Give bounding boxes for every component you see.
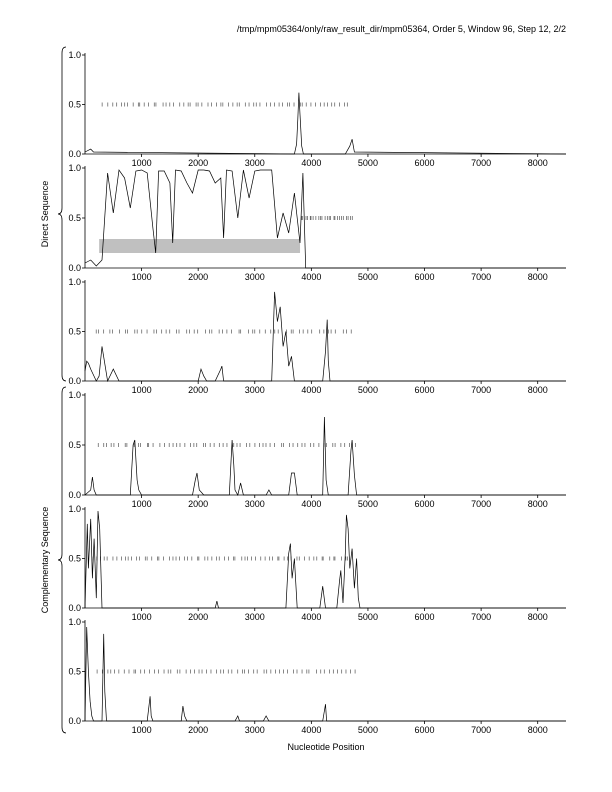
x-tick-label: 5000 (357, 725, 378, 735)
x-tick-label: 7000 (471, 499, 492, 509)
x-tick-label: 8000 (527, 385, 548, 395)
panel-6 (68, 617, 566, 735)
panel-1 (68, 50, 566, 168)
x-tick-label: 8000 (527, 158, 548, 168)
x-tick-label: 4000 (301, 612, 322, 622)
panel-3 (68, 277, 566, 395)
x-axis-title: Nucleotide Position (287, 742, 365, 752)
y-tick-label: 0.5 (68, 666, 81, 677)
y-tick-label: 1.0 (68, 617, 81, 627)
group-label-2: Complementary Sequence (40, 506, 50, 614)
panel-2 (68, 163, 566, 282)
x-tick-label: 1000 (131, 385, 152, 395)
x-tick-label: 5000 (357, 385, 378, 395)
x-tick-label: 7000 (471, 612, 492, 622)
x-tick-label: 4000 (301, 272, 322, 282)
y-tick-label: 0.5 (68, 99, 81, 110)
panels-layer (68, 50, 566, 735)
y-tick-label: 0.0 (68, 603, 81, 613)
group-brackets (40, 47, 66, 733)
x-tick-label: 4000 (301, 158, 322, 168)
panel-5 (68, 504, 566, 622)
panel-4 (68, 390, 566, 509)
y-tick-label: 1.0 (68, 504, 81, 514)
group-bracket (58, 47, 66, 381)
y-tick-label: 0.0 (68, 490, 81, 500)
y-tick-label: 0.5 (68, 326, 81, 337)
x-tick-label: 2000 (188, 725, 209, 735)
y-tick-label: 0.0 (68, 376, 81, 386)
x-tick-label: 7000 (471, 158, 492, 168)
x-tick-label: 5000 (357, 612, 378, 622)
y-tick-label: 0.5 (68, 213, 81, 223)
x-tick-label: 5000 (357, 158, 378, 168)
x-tick-label: 6000 (414, 612, 435, 622)
figure-header: /tmp/mpm05364/only/raw_result_dir/mpm05364, Order 5, Window 96, Step 12, 2/2 (236, 24, 566, 34)
x-tick-label: 4000 (301, 725, 322, 735)
x-tick-label: 1000 (131, 725, 152, 735)
group-label-1: Direct Sequence (40, 180, 50, 248)
x-tick-label: 8000 (527, 725, 548, 735)
x-tick-label: 3000 (244, 612, 265, 622)
x-tick-label: 1000 (131, 499, 152, 509)
x-tick-label: 3000 (244, 385, 265, 395)
x-tick-label: 5000 (357, 499, 378, 509)
x-tick-label: 4000 (301, 385, 322, 395)
series-line (85, 292, 566, 381)
y-tick-label: 1.0 (68, 390, 81, 400)
series-line (85, 627, 566, 721)
y-tick-label: 1.0 (68, 277, 81, 287)
x-tick-label: 6000 (414, 499, 435, 509)
y-tick-label: 1.0 (68, 163, 81, 173)
x-tick-label: 4000 (301, 499, 322, 509)
y-tick-label: 0.5 (68, 553, 81, 564)
x-tick-label: 2000 (188, 385, 209, 395)
series-line (85, 170, 566, 268)
x-tick-label: 2000 (188, 612, 209, 622)
series-line (85, 93, 566, 154)
shaded-region (99, 239, 300, 253)
x-tick-label: 2000 (188, 158, 209, 168)
x-tick-label: 1000 (131, 612, 152, 622)
x-tick-label: 2000 (188, 272, 209, 282)
x-tick-label: 8000 (527, 499, 548, 509)
x-tick-label: 3000 (244, 499, 265, 509)
x-tick-label: 6000 (414, 272, 435, 282)
x-tick-label: 3000 (244, 272, 265, 282)
x-tick-label: 7000 (471, 725, 492, 735)
x-tick-label: 7000 (471, 385, 492, 395)
x-tick-label: 1000 (131, 158, 152, 168)
y-tick-label: 0.5 (68, 440, 81, 450)
y-tick-label: 0.0 (68, 149, 81, 159)
y-tick-label: 0.0 (68, 263, 81, 273)
x-tick-label: 8000 (527, 612, 548, 622)
x-tick-label: 1000 (131, 272, 152, 282)
x-tick-label: 6000 (414, 725, 435, 735)
x-tick-label: 3000 (244, 158, 265, 168)
y-tick-label: 1.0 (68, 50, 81, 60)
x-tick-label: 3000 (244, 725, 265, 735)
x-tick-label: 8000 (527, 272, 548, 282)
y-tick-label: 0.0 (68, 716, 81, 726)
x-tick-label: 7000 (471, 272, 492, 282)
x-tick-label: 6000 (414, 385, 435, 395)
x-tick-label: 5000 (357, 272, 378, 282)
series-line (85, 417, 566, 495)
x-tick-label: 6000 (414, 158, 435, 168)
group-bracket (58, 387, 66, 733)
x-tick-label: 2000 (188, 499, 209, 509)
